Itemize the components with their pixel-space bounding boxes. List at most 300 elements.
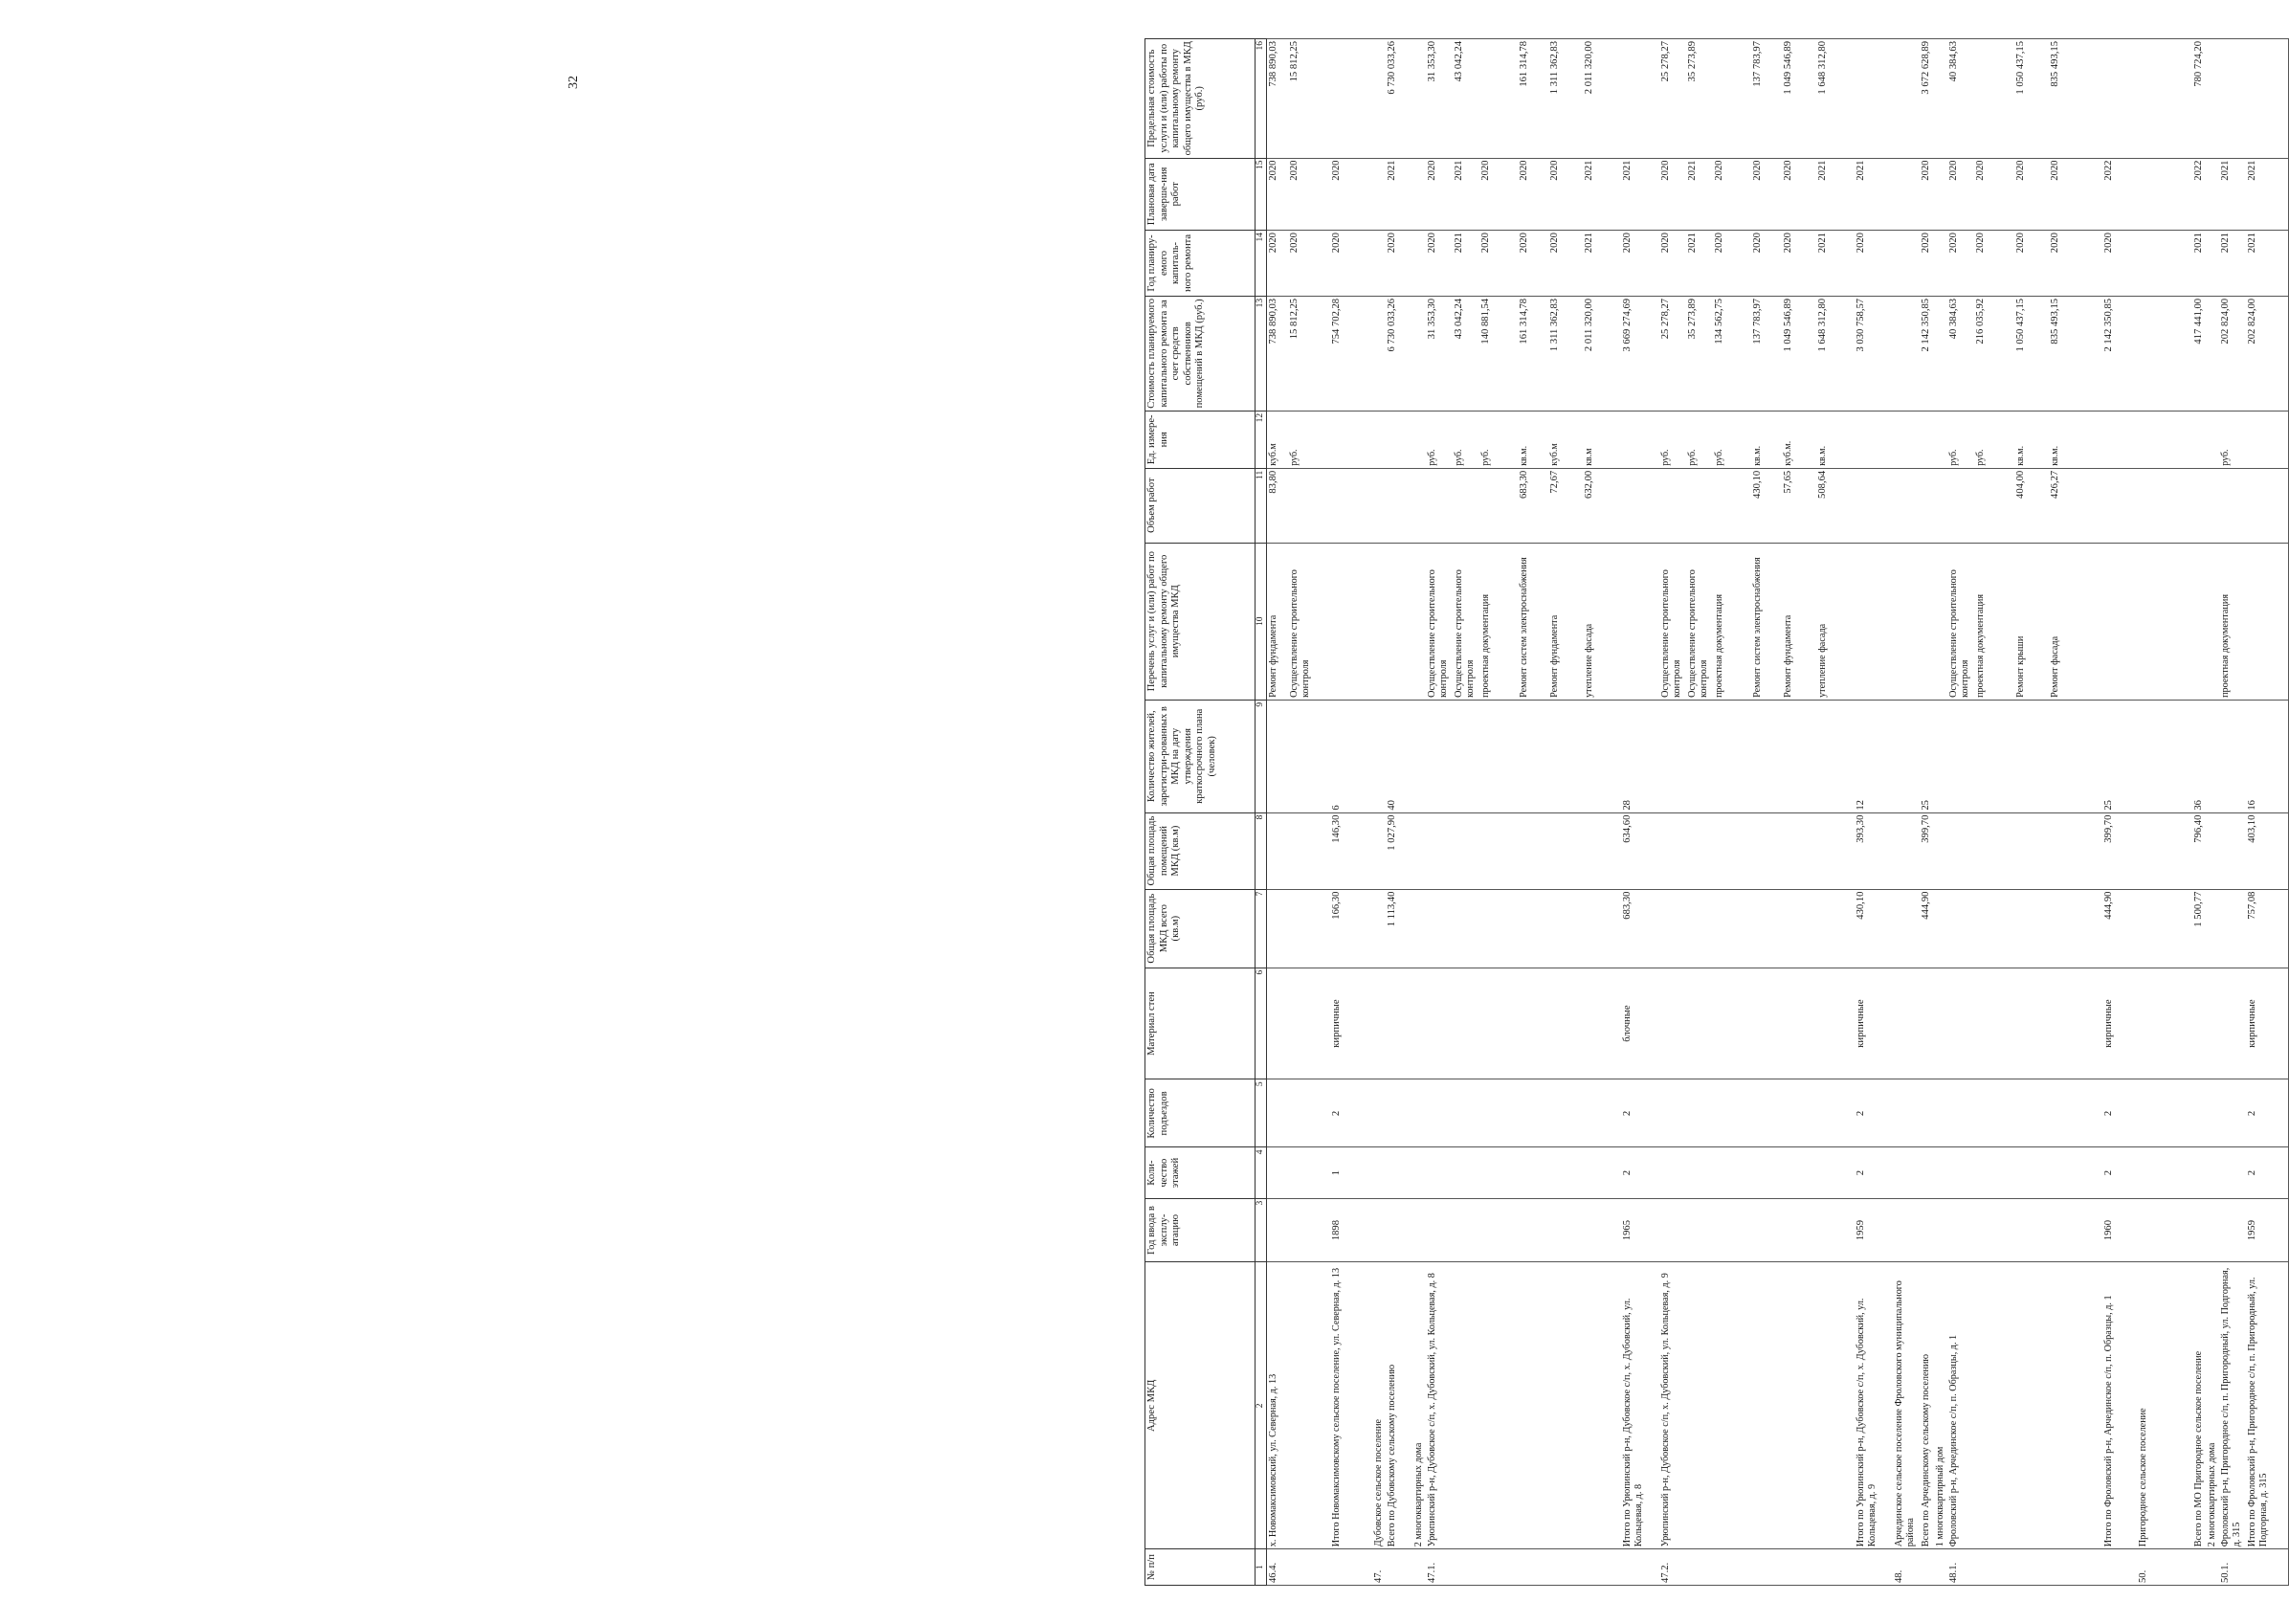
table-cell: 2 [1855,1147,1893,1198]
table-cell [1751,889,1782,968]
table-cell [1518,1262,1548,1549]
table-cell: куб.м. [1782,411,1816,468]
table-cell: проектная документация [1974,543,2014,700]
table-cell: 2020 [1479,231,1518,297]
table-cell: 1 049 546,89 [1782,39,1816,159]
table-cell: руб. [1479,411,1518,468]
table-cell [2049,1079,2102,1147]
table-cell: 2020 [1330,231,1372,297]
table-cell [1479,889,1518,968]
table-cell [1893,158,1920,231]
table-cell [1583,1147,1621,1198]
table-cell [1330,543,1372,700]
table-cell [1751,968,1782,1079]
table-cell [2206,1198,2219,1262]
table-cell [2219,812,2246,889]
table-cell: 137 783,97 [1751,39,1782,159]
table-cell: 632,00 [1583,468,1621,543]
table-cell [1816,700,1855,812]
table-cell [1934,968,1947,1079]
table-cell: 2020 [1288,231,1330,297]
table-cell: 36 [2192,700,2207,812]
table-row [1412,39,1426,1586]
table-cell [1934,1549,1947,1586]
table-cell [1782,700,1816,812]
table-cell: 31 353,30 [1426,39,1453,159]
table-cell: 2020 [1386,231,1412,297]
table-cell [1920,1198,1934,1262]
table-cell: 40 384,63 [1947,39,1974,159]
table-cell [1426,468,1453,543]
table-cell: 83,80 [1267,468,1288,543]
table-cell: Фроловский р-н, Арчединское с/п, п. Образцы, д. 1 [1947,1262,1974,1549]
table-cell [1267,1198,1288,1262]
table-cell: 1 500,77 [2192,889,2207,968]
table-cell: блочные [1621,968,1659,1079]
table-cell: 6 [1330,700,1372,812]
table-cell: 2 [1621,1147,1659,1198]
table-cell: 2020 [1920,158,1934,231]
table-cell [2137,889,2192,968]
table-cell [1583,889,1621,968]
table-cell [1518,812,1548,889]
table-cell [1686,1079,1713,1147]
table-cell [1816,1079,1855,1147]
table-cell [1372,812,1387,889]
table-cell [1288,1079,1330,1147]
table-cell: 12 [1855,700,1893,812]
table-row [1659,39,1686,1586]
table-cell: Осуществление строительного контроля [1659,543,1686,700]
table-cell [2246,543,2288,700]
table-cell [1518,1198,1548,1262]
table-cell [2137,968,2192,1079]
table-cell [1372,296,1387,411]
table-cell: Осуществление строительного контроля [1288,543,1330,700]
table-cell [1453,1079,1479,1147]
table-cell [2192,411,2207,468]
table-cell: 2 [2246,1147,2288,1198]
table-cell: 2021 [1686,231,1713,297]
table-cell: 2020 [1479,158,1518,231]
table-cell: 2020 [1330,158,1372,231]
table-row [1426,39,1453,1586]
table-cell [2206,543,2219,700]
col-number: 9 [1256,700,1267,812]
table-cell: 508,64 [1816,468,1855,543]
table-cell [1479,1198,1518,1262]
table-cell [2137,1198,2192,1262]
table-cell [1947,1147,1974,1198]
col-header: № п/п [1145,1549,1256,1586]
table-cell: Осуществление строительного контроля [1686,543,1713,700]
table-cell: руб. [1659,411,1686,468]
table-cell [2049,968,2102,1079]
table-cell [2014,1262,2049,1549]
table-row [1782,39,1816,1586]
table-cell [1713,812,1751,889]
table-cell: руб. [1713,411,1751,468]
table-cell [1893,468,1920,543]
table-cell: 3 030 758,57 [1855,296,1893,411]
table-cell [1412,543,1426,700]
table-cell: 2020 [1920,231,1934,297]
table-cell [1686,1262,1713,1549]
table-cell [1974,700,2014,812]
table-cell: Ремонт систем электроснабжения [1518,543,1548,700]
table-cell: 1960 [2102,1198,2137,1262]
table-cell [1686,468,1713,543]
table-cell [1751,700,1782,812]
table-cell: 2021 [2219,158,2246,231]
rotated-page [1144,38,2270,1586]
table-cell [1288,468,1330,543]
table-cell [2014,812,2049,889]
table-cell [1686,1147,1713,1198]
table-cell: 1 [1330,1147,1372,1198]
table-cell: руб. [1974,411,2014,468]
table-cell [1893,1079,1920,1147]
table-cell [1386,1198,1412,1262]
table-cell: 161 314,78 [1518,39,1548,159]
table-cell: 2020 [2049,158,2102,231]
table-cell: проектная документация [1713,543,1751,700]
table-cell [1947,889,1974,968]
table-cell: 35 273,89 [1686,296,1713,411]
table-cell: 43 042,24 [1453,39,1479,159]
table-cell [2206,1147,2219,1198]
table-cell [1426,889,1453,968]
table-cell [1479,468,1518,543]
table-cell [2014,1198,2049,1262]
table-row [1330,39,1372,1586]
table-cell: 2 многоквартирных дома [1412,1262,1426,1549]
table-cell [1659,700,1686,812]
table-cell [1386,543,1412,700]
table-cell [1583,1198,1621,1262]
table-cell: 15 812,25 [1288,296,1330,411]
table-cell [1934,889,1947,968]
table-cell: 757,08 [2246,889,2288,968]
table-cell: кв.м. [2049,411,2102,468]
col-number: 2 [1256,1262,1267,1549]
table-cell: 16 [2246,700,2288,812]
table-cell: 835 493,15 [2049,296,2102,411]
col-header: Общая площадь МКД всего (кв.м) [1145,889,1256,968]
table-cell: 430,10 [1855,889,1893,968]
table-cell [1686,700,1713,812]
table-cell [1893,700,1920,812]
table-cell [1583,968,1621,1079]
table-cell: 1 311 362,83 [1548,296,1583,411]
table-row [1920,39,1934,1586]
table-cell [2049,812,2102,889]
table-cell: 2020 [1947,158,1974,231]
table-cell: кирпичные [2102,968,2137,1079]
table-cell: 25 [2102,700,2137,812]
table-cell [1713,968,1751,1079]
table-row [1386,39,1412,1586]
col-header: Коли-чество этажей [1145,1147,1256,1198]
table-cell: 2022 [2102,158,2137,231]
table-cell [1893,1198,1920,1262]
table-cell [2206,158,2219,231]
col-header: Количество подъездов [1145,1079,1256,1147]
table-cell [1386,411,1412,468]
table-cell [1412,1147,1426,1198]
table-cell [1548,889,1583,968]
table-cell [1386,1549,1412,1586]
table-cell: 72,67 [1548,468,1583,543]
table-cell [1267,1147,1288,1198]
table-cell: 161 314,78 [1518,296,1548,411]
table-cell [1426,1079,1453,1147]
table-cell [2206,296,2219,411]
table-cell [2014,700,2049,812]
table-cell [2219,1079,2246,1147]
table-cell: руб. [1288,411,1330,468]
table-cell [1659,812,1686,889]
table-cell [1412,296,1426,411]
table-cell [1934,1198,1947,1262]
table-cell [2137,468,2192,543]
table-cell [1782,1549,1816,1586]
table-cell [2049,1198,2102,1262]
table-cell [2206,812,2219,889]
table-cell: 202 824,00 [2246,296,2288,411]
table-cell: Ремонт фундамента [1782,543,1816,700]
table-cell [2049,700,2102,812]
table-cell: 2020 [1548,231,1583,297]
table-cell [1934,468,1947,543]
table-cell [1518,1549,1548,1586]
table-cell [1479,812,1518,889]
table-cell: 50.1. [2219,1549,2246,1586]
table-cell: 417 441,00 [2192,296,2207,411]
col-header: Перечень услуг и (или) работ по капитальному ремонту общего имущества МКД [1145,543,1256,700]
table-cell [1372,468,1387,543]
table-cell: 2021 [1583,158,1621,231]
table-cell: кв.м. [1518,411,1548,468]
table-cell [1548,700,1583,812]
table-cell: 2021 [2192,231,2207,297]
table-cell: 2 011 320,00 [1583,296,1621,411]
table-cell: 2021 [1621,158,1659,231]
table-cell: 1 027,90 [1386,812,1412,889]
col-number: 7 [1256,889,1267,968]
table-cell [1412,1198,1426,1262]
table-cell [2192,968,2207,1079]
table-cell: 47.2. [1659,1549,1686,1586]
table-cell: 404,00 [2014,468,2049,543]
table-cell: 1959 [2246,1198,2288,1262]
col-header: Предельная стоимость услуги и (или) работы по капитальному ремонту общего имущества в МКД (руб.) [1145,39,1256,159]
table-cell [1288,1198,1330,1262]
table-cell [1479,1549,1518,1586]
table-cell: 2022 [2192,158,2207,231]
table-cell: 780 724,20 [2192,39,2207,159]
table-cell [1816,1147,1855,1198]
table-cell [2137,543,2192,700]
table-cell [1372,158,1387,231]
table-cell [1713,39,1751,159]
table-row [1974,39,2014,1586]
table-cell: руб. [2219,411,2246,468]
col-header: Год ввода в эксплу-атацию [1145,1198,1256,1262]
table-cell: кв.м [1583,411,1621,468]
table-cell [2246,411,2288,468]
table-cell [1288,968,1330,1079]
table-cell [1751,1198,1782,1262]
table-cell: 1898 [1330,1198,1372,1262]
col-header: Стоимость планируемого капитального ремонта за счет средств собственников помещений в МКД (руб.) [1145,296,1256,411]
table-cell [1479,968,1518,1079]
table-cell: 40 384,63 [1947,296,1974,411]
table-cell [1686,1198,1713,1262]
table-row [2137,39,2192,1586]
table-cell: 2021 [1453,158,1479,231]
table-cell: 2020 [1855,231,1893,297]
table-cell [1934,296,1947,411]
table-cell [1453,468,1479,543]
table-cell [1855,543,1893,700]
table-cell [1893,1147,1920,1198]
table-cell: 2021 [1816,231,1855,297]
table-cell: 2020 [1426,231,1453,297]
table-cell [1751,1262,1782,1549]
col-number: 12 [1256,411,1267,468]
table-cell [2137,411,2192,468]
table-cell [1372,1147,1387,1198]
table-cell: 430,10 [1751,468,1782,543]
table-cell: кв.м. [1816,411,1855,468]
table-cell: 444,90 [2102,889,2137,968]
table-cell [1412,700,1426,812]
table-cell: Итого Новомаксимовскому сельское поселение, ул. Северная, д. 13 [1330,1262,1372,1549]
table-cell [2102,39,2137,159]
table-cell [1386,1147,1412,1198]
table-cell: 28 [1621,700,1659,812]
col-number: 16 [1256,39,1267,159]
table-cell [1947,468,1974,543]
table-cell: руб. [1453,411,1479,468]
table-cell [1621,468,1659,543]
table-cell [1974,1147,2014,1198]
table-cell [2206,468,2219,543]
table-body [1267,39,2289,1586]
table-cell [1974,889,2014,968]
table-cell [1412,889,1426,968]
table-cell: 2020 [1288,158,1330,231]
table-cell [1518,700,1548,812]
table-cell: 426,27 [2049,468,2102,543]
table-cell: 46.4. [1267,1549,1288,1586]
table-cell [1412,468,1426,543]
table-cell [1934,1147,1947,1198]
table-cell: 2021 [2246,231,2288,297]
table-cell: 2021 [2246,158,2288,231]
table-cell [1453,812,1479,889]
table-cell [1713,889,1751,968]
table-cell: руб. [1686,411,1713,468]
table-cell [1974,1079,2014,1147]
table-cell: 2020 [1518,158,1548,231]
table-cell [1621,543,1659,700]
table-cell [2192,543,2207,700]
table-cell: Ремонт крыши [2014,543,2049,700]
column-number-row [1256,39,1267,1586]
table-cell [1372,39,1387,159]
table-cell [1453,968,1479,1079]
table-cell: 2021 [1816,158,1855,231]
table-cell [1479,39,1518,159]
table-cell [1548,1147,1583,1198]
table-cell: 3 672 628,89 [1920,39,1934,159]
table-cell: 57,65 [1782,468,1816,543]
table-cell [1782,1079,1816,1147]
table-cell [1372,1198,1387,1262]
table-cell [1453,1262,1479,1549]
table-row [1751,39,1782,1586]
table-cell: 25 278,27 [1659,296,1686,411]
table-cell [1583,700,1621,812]
table-cell: Итого по Фроловский р-н, Арчединское с/п, п. Образцы, д. 1 [2102,1262,2137,1549]
table-cell [2137,39,2192,159]
table-cell: утепление фасада [1816,543,1855,700]
table-cell: Арчединское сельское поселение Фроловского муниципального района [1893,1262,1920,1549]
table-cell: 1 648 312,80 [1816,39,1855,159]
table-cell [1548,1079,1583,1147]
table-cell: 48. [1893,1549,1920,1586]
table-row [1267,39,1288,1586]
table-cell: 134 562,75 [1713,296,1751,411]
table-cell [1288,1147,1330,1198]
table-cell [1548,1198,1583,1262]
table-cell [1518,889,1548,968]
table-cell [2192,1079,2207,1147]
table-cell: 47. [1372,1549,1387,1586]
table-row [2049,39,2102,1586]
table-row [1855,39,1893,1586]
table-cell: 2 многоквартирных дома [2206,1262,2219,1549]
table-row [1518,39,1548,1586]
table-cell [1713,1079,1751,1147]
table-cell [1412,968,1426,1079]
table-cell [2206,231,2219,297]
table-cell [1479,1262,1518,1549]
table-row [1288,39,1330,1586]
table-cell: 634,60 [1621,812,1659,889]
table-cell [2014,1549,2049,1586]
table-cell [1548,812,1583,889]
table-cell: 1 113,40 [1386,889,1412,968]
table-cell: Итого по Урюпинский р-н, Дубовское с/п, х. Дубовский, ул. Кольцевая, д. 8 [1621,1262,1659,1549]
col-number: 11 [1256,468,1267,543]
table-cell: 1 311 362,83 [1548,39,1583,159]
table-cell [1372,543,1387,700]
table-cell [1583,812,1621,889]
col-number: 6 [1256,968,1267,1079]
table-cell [1816,1198,1855,1262]
col-header: Адрес МКД [1145,1262,1256,1549]
table-cell [2102,1549,2137,1586]
table-row [1893,39,1920,1586]
table-cell: 2020 [1713,158,1751,231]
table-cell [1583,1079,1621,1147]
table-cell [1386,1079,1412,1147]
table-cell [1426,1198,1453,1262]
table-cell: кирпичные [1855,968,1893,1079]
